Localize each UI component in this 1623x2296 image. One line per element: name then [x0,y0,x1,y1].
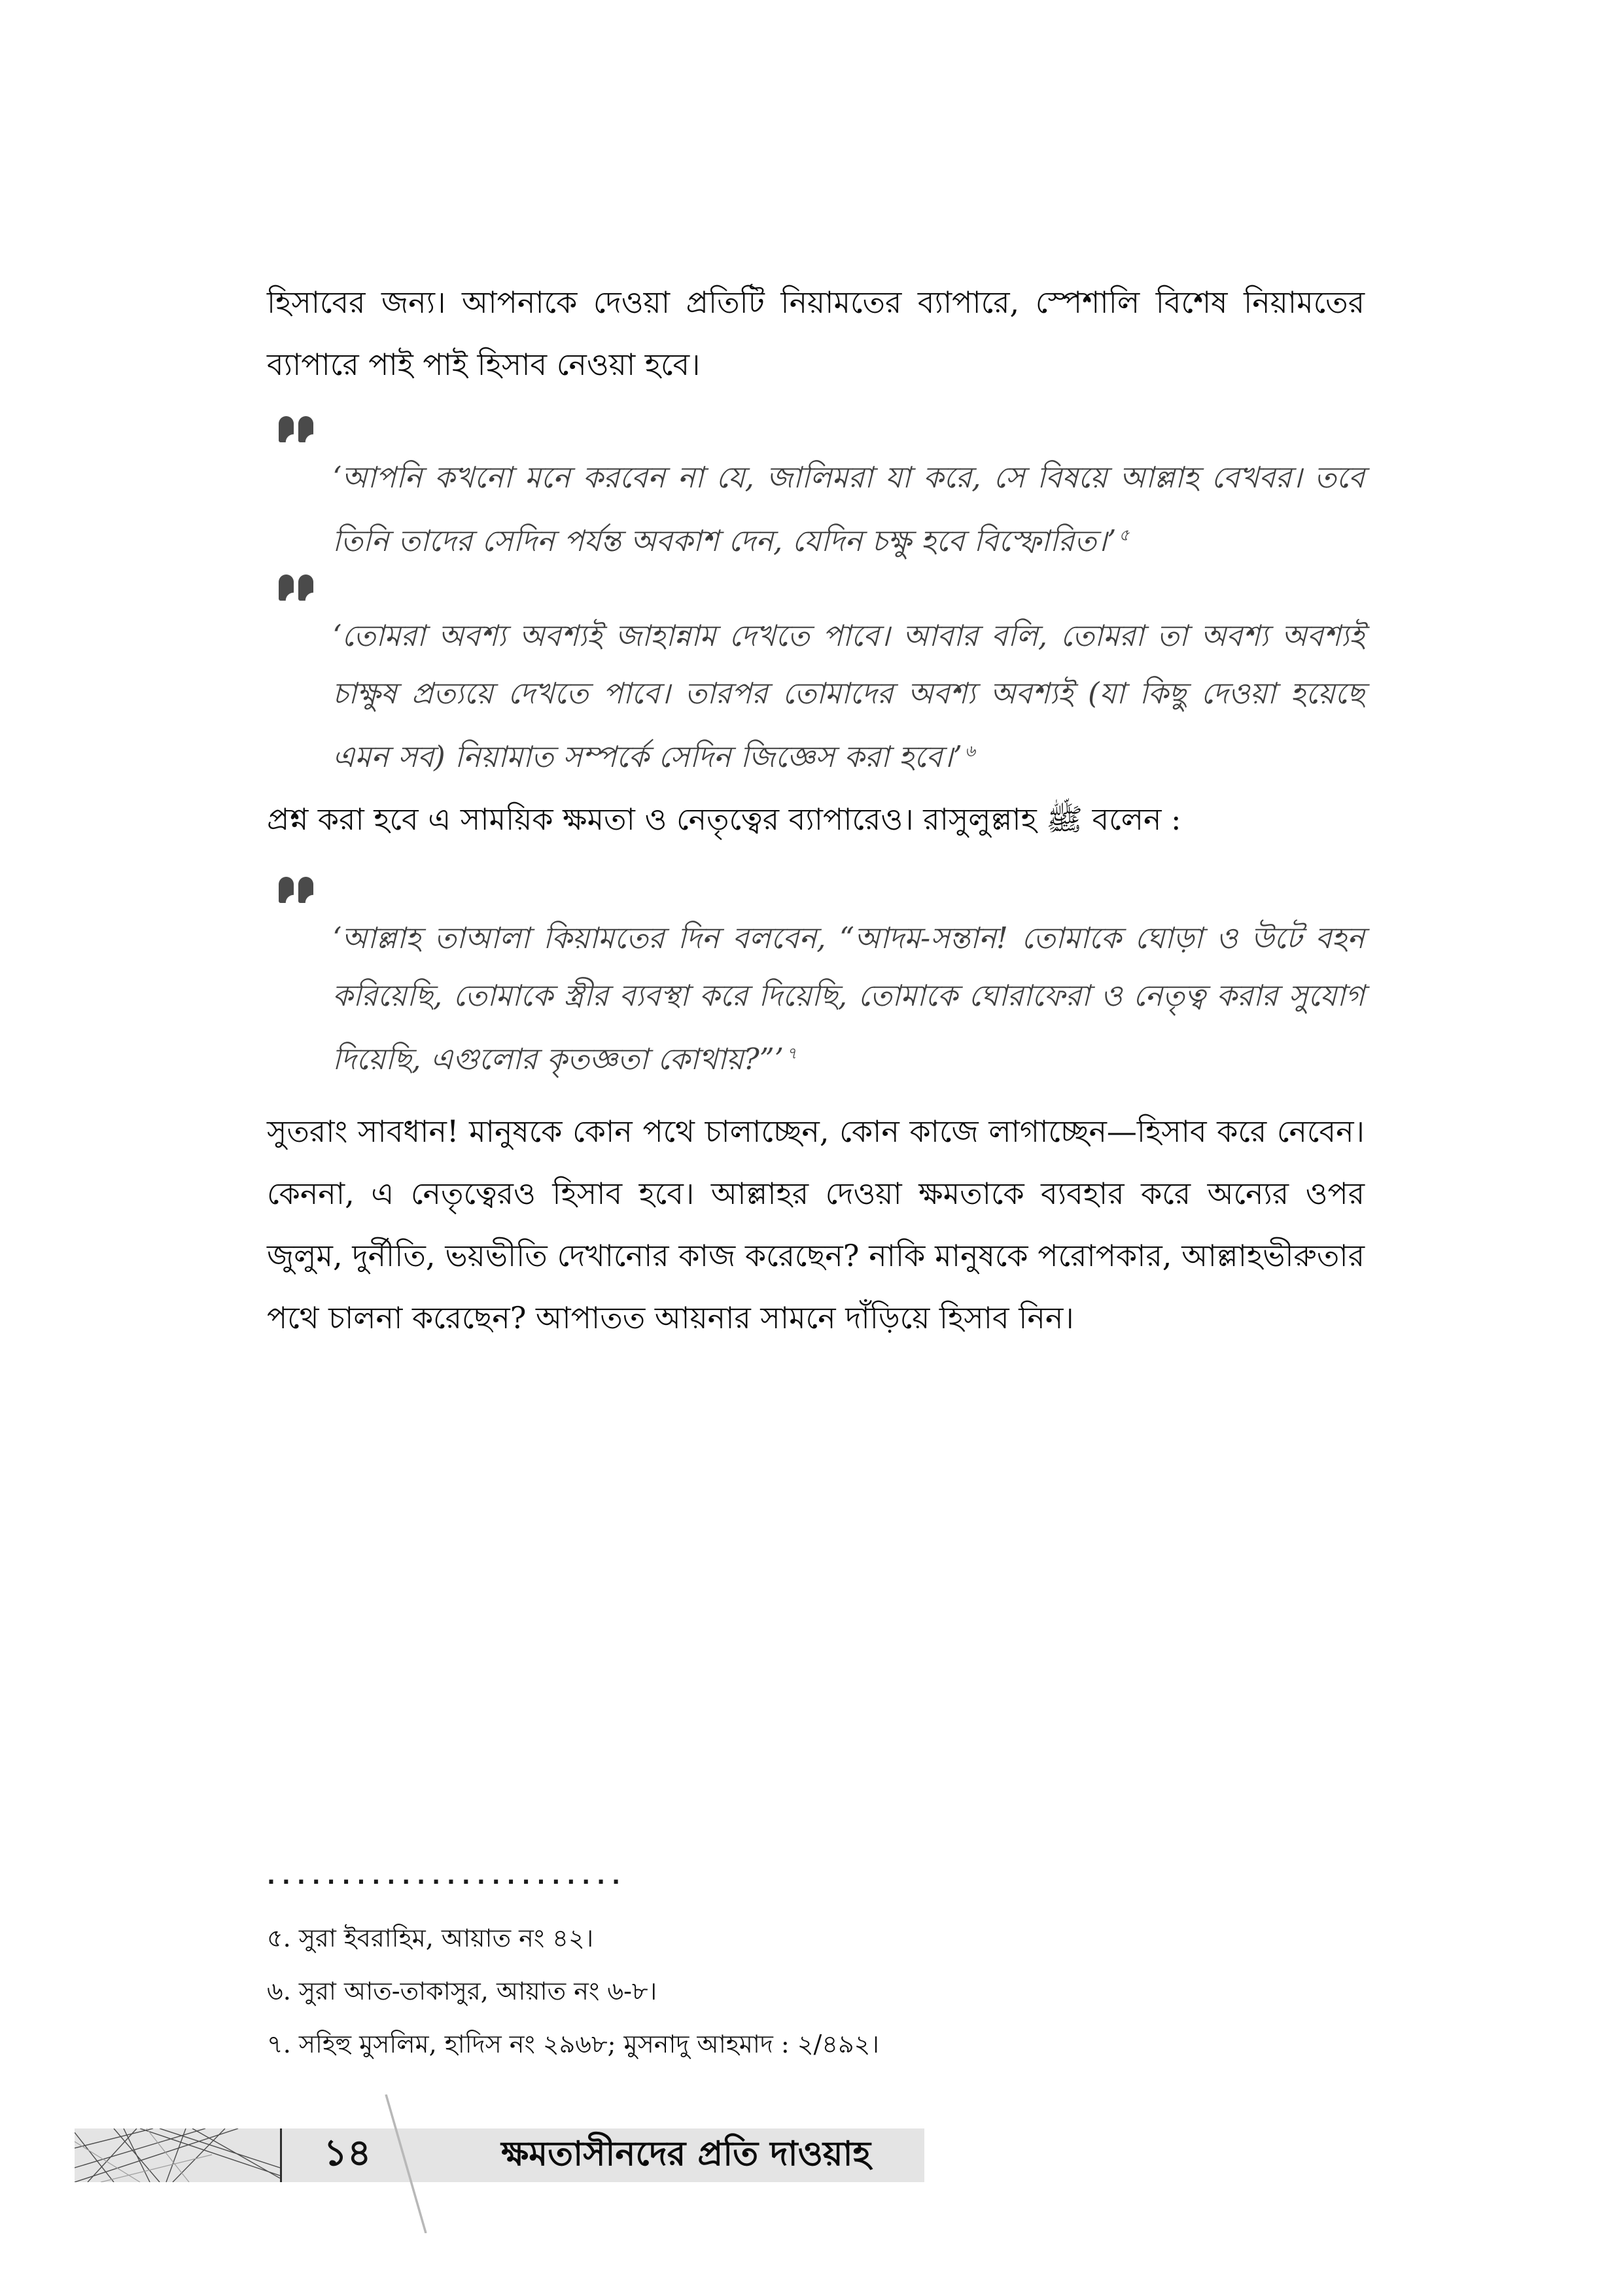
quote-body: ‘তোমরা অবশ্য অবশ্যই জাহান্নাম দেখতে পাবে। আবার বলি, তোমরা তা অবশ্য অবশ্যই চাক্ষুষ প্রত্যয়ে দেখতে পাবে। তারপর তোমাদের অবশ্য অবশ্যই (যা কিছু দেওয়া হয়েছে এমন সব) নিয়ামাত সম্পর্কে সেদিন জিজ্ঞেস করা হবে।’ [332,618,1365,774]
footer-bar [75,2128,924,2182]
quote-comma-icon [298,877,313,903]
footnote-3: ৭. সহিহু মুসলিম, হাদিস নং ২৯৬৮; মুসনাদু আহমাদ : ২/৪৯২। [267,2030,879,2058]
quote-text [332,877,1365,1088]
footer-lineart-icon [75,2128,280,2182]
page-number: ১৪ [323,2131,372,2174]
quote-comma-icon [298,416,313,442]
blockquote-1 [267,416,1365,570]
footnote-1: ৫. সুরা ইবরাহিম, আয়াত নং ৪২। [267,1924,594,1952]
quote-body: ‘আপনি কখনো মনে করবেন না যে, জালিমরা যা করে, সে বিষয়ে আল্লাহ বেখবর। তবে তিনি তাদের সেদিন পর্যন্ত অবকাশ দেন, যেদিন চক্ষু হবে বিস্ফোরিত।’ [332,460,1365,558]
quote-body: ‘আল্লাহ তাআলা কিয়ামতের দিন বলবেন, “আদম-সন্তান! তোমাকে ঘোড়া ও উটে বহন করিয়েছি, তোমাকে স্ত্রীর ব্যবস্থা করে দিয়েছি, তোমাকে ঘোরাফেরা ও নেতৃত্ব করার সুযোগ দিয়েছি, এগুলোর কৃতজ্ঞতা কোথায়?”’ [332,921,1365,1076]
footnote-ref: ৫ [1119,525,1130,544]
body-paragraph-2: প্রশ্ন করা হবে এ সাময়িক ক্ষমতা ও নেতৃত্বের ব্যাপারেও। রাসুলুল্লাহ ﷺ বলেন : [267,802,1181,837]
quote-comma-icon [279,574,294,601]
quote-icon [279,574,313,601]
footnotes-section [267,1863,1365,2071]
quote-icon [279,416,313,442]
footnote-ref: ৭ [786,1044,797,1063]
blockquote-2 [267,574,1365,786]
quote-comma-icon [279,416,294,442]
quote-text [332,574,1365,786]
body-paragraph-3: সুতরাং সাবধান! মানুষকে কোন পথে চালাচ্ছেন, কোন কাজে লাগাচ্ছেন—হিসাব করে নেবেন। কেননা, এ নেতৃত্বেরও হিসাব হবে। আল্লাহর দেওয়া ক্ষমতাকে ব্যবহার করে অন্যের ওপর জুলুম, দুর্নীতি, ভয়ভীতি দেখানোর কাজ করেছেন? নাকি মানুষকে পরোপকার, আল্লাহভীরুতার পথে চালনা করেছেন? আপাতত আয়নার সামনে দাঁড়িয়ে হিসাব নিন। [267,1114,1365,1335]
quote-comma-icon [279,877,294,903]
footnote-separator: ........................ [267,1863,627,1890]
quote-comma-icon [298,574,313,601]
footnote-2: ৬. সুরা আত-তাকাসুর, আয়াত নং ৬-৮। [267,1977,657,2005]
quote-icon [279,877,313,903]
quote-text [332,416,1365,570]
body-paragraph-1: হিসাবের জন্য। আপনাকে দেওয়া প্রতিটি নিয়ামতের ব্যাপারে, স্পেশালি বিশেষ নিয়ামতের ব্যাপারে পাই পাই হিসাব নেওয়া হবে। [267,285,1365,382]
footer-book-title: ক্ষমতাসীনদের প্রতি দাওয়াহ [501,2133,871,2174]
blockquote-3 [267,877,1365,1088]
footnote-ref: ৬ [964,741,975,760]
